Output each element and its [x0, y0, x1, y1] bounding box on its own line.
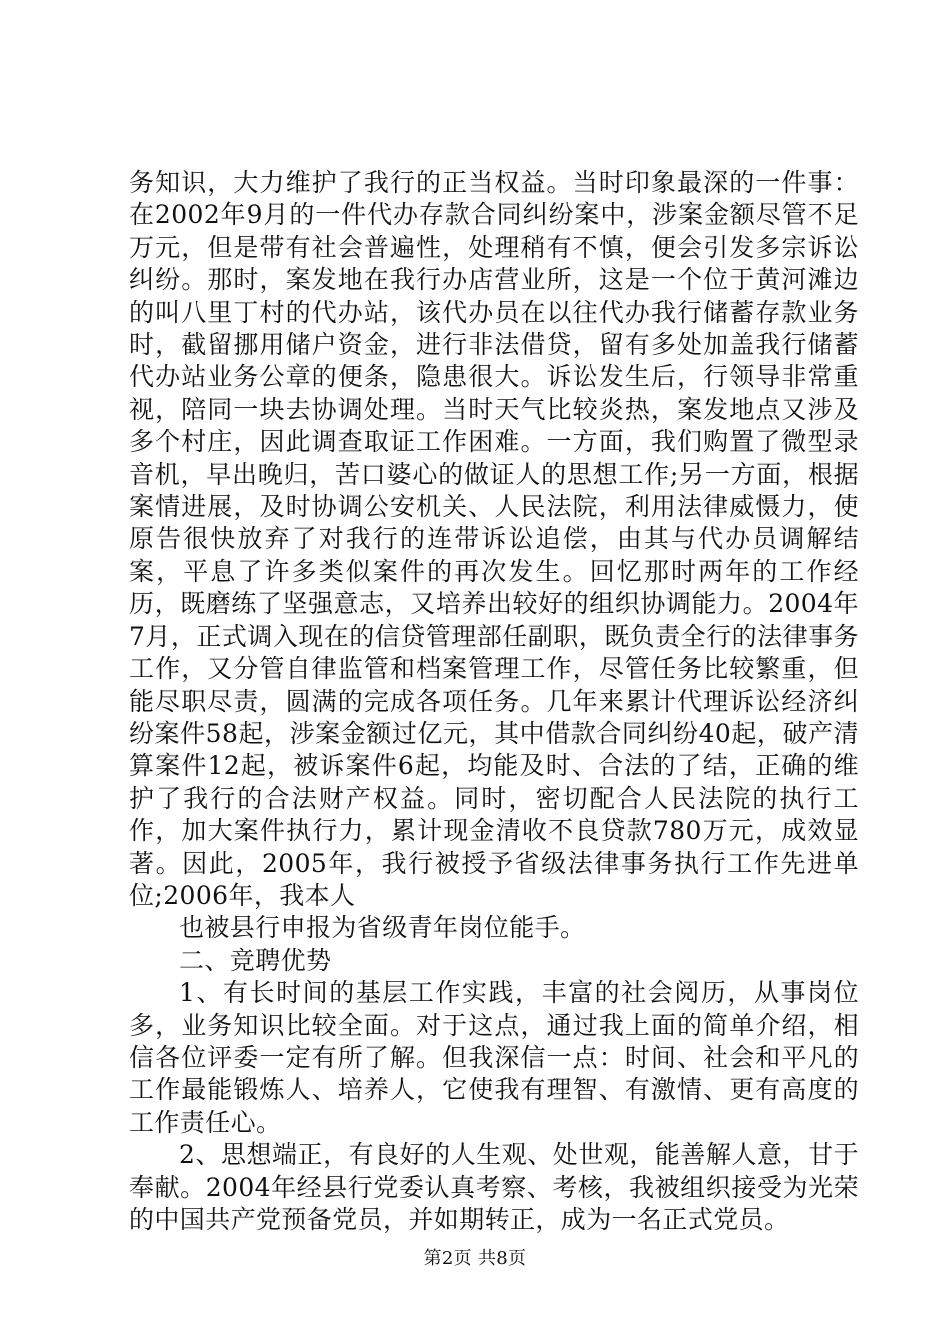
paragraph-advantage-1: 1、有长时间的基层工作实践，丰富的社会阅历，从事岗位多，业务知识比较全面。对于这点，通过我上面的简单介绍，相信各位评委一定有所了解。但我深信一点：时间、社会和平凡的工作最能锻炼人、培养人，它使我有理智、有激情、更有高度的工作责任心。: [129, 978, 859, 1137]
document-body: [129, 167, 859, 1236]
paragraph-continued: 务知识，大力维护了我行的正当权益。当时印象最深的一件事：在2002年9月的一件代办存款合同纠纷案中，涉案金额尽管不足万元，但是带有社会普遍性，处理稍有不慎，便会引发多宗诉讼纠纷。那时，案发地在我行办店营业所，这是一个位于黄河滩边的叫八里丁村的代办站，该代办员在以往代办我行储蓄存款业务时，截留挪用储户资金，进行非法借贷，留有多处加盖我行储蓄代办站业务公章的便条，隐患很大。诉讼发生后，行领导非常重视，陪同一块去协调处理。当时天气比较炎热，案发地点又涉及多个村庄，因此调查取证工作困难。一方面，我们购置了微型录音机，早出晚归，苦口婆心的做证人的思想工作;另一方面，根据案情进展，及时协调公安机关、人民法院，利用法律威慑力，使原告很快放弃了对我行的连带诉讼追偿，由其与代办员调解结案，平息了许多类似案件的再次发生。回忆那时两年的工作经历，既磨练了坚强意志，又培养出较好的组织协调能力。2004年7月，正式调入现在的信贷管理部任副职，既负责全行的法律事务工作，又分管自律监管和档案管理工作，尽管任务比较繁重，但能尽职尽责，圆满的完成各项任务。几年来累计代理诉讼经济纠纷案件58起，涉案金额过亿元，其中借款合同纠纷40起，破产清算案件12起，被诉案件6起，均能及时、合法的了结，正确的维护了我行的合法财产权益。同时，密切配合人民法院的执行工作，加大案件执行力，累计现金清收不良贷款780万元，成效显著。因此，2005年，我行被授予省级法律事务执行工作先进单位;2006年，我本人: [129, 168, 859, 910]
section-heading: 二、竞聘优势: [179, 945, 332, 975]
paragraph-continuation: 也被县行申报为省级青年岗位能手。: [179, 913, 586, 943]
paragraph-advantage-2: 2、思想端正，有良好的人生观、处世观，能善解人意，甘于奉献。2004年经县行党委认真考察、考核，我被组织接受为光荣的中国共产党预备党员，并如期转正，成为一名正式党员。: [129, 1140, 859, 1234]
page-number-footer: 第2页 共8页: [423, 1248, 527, 1269]
